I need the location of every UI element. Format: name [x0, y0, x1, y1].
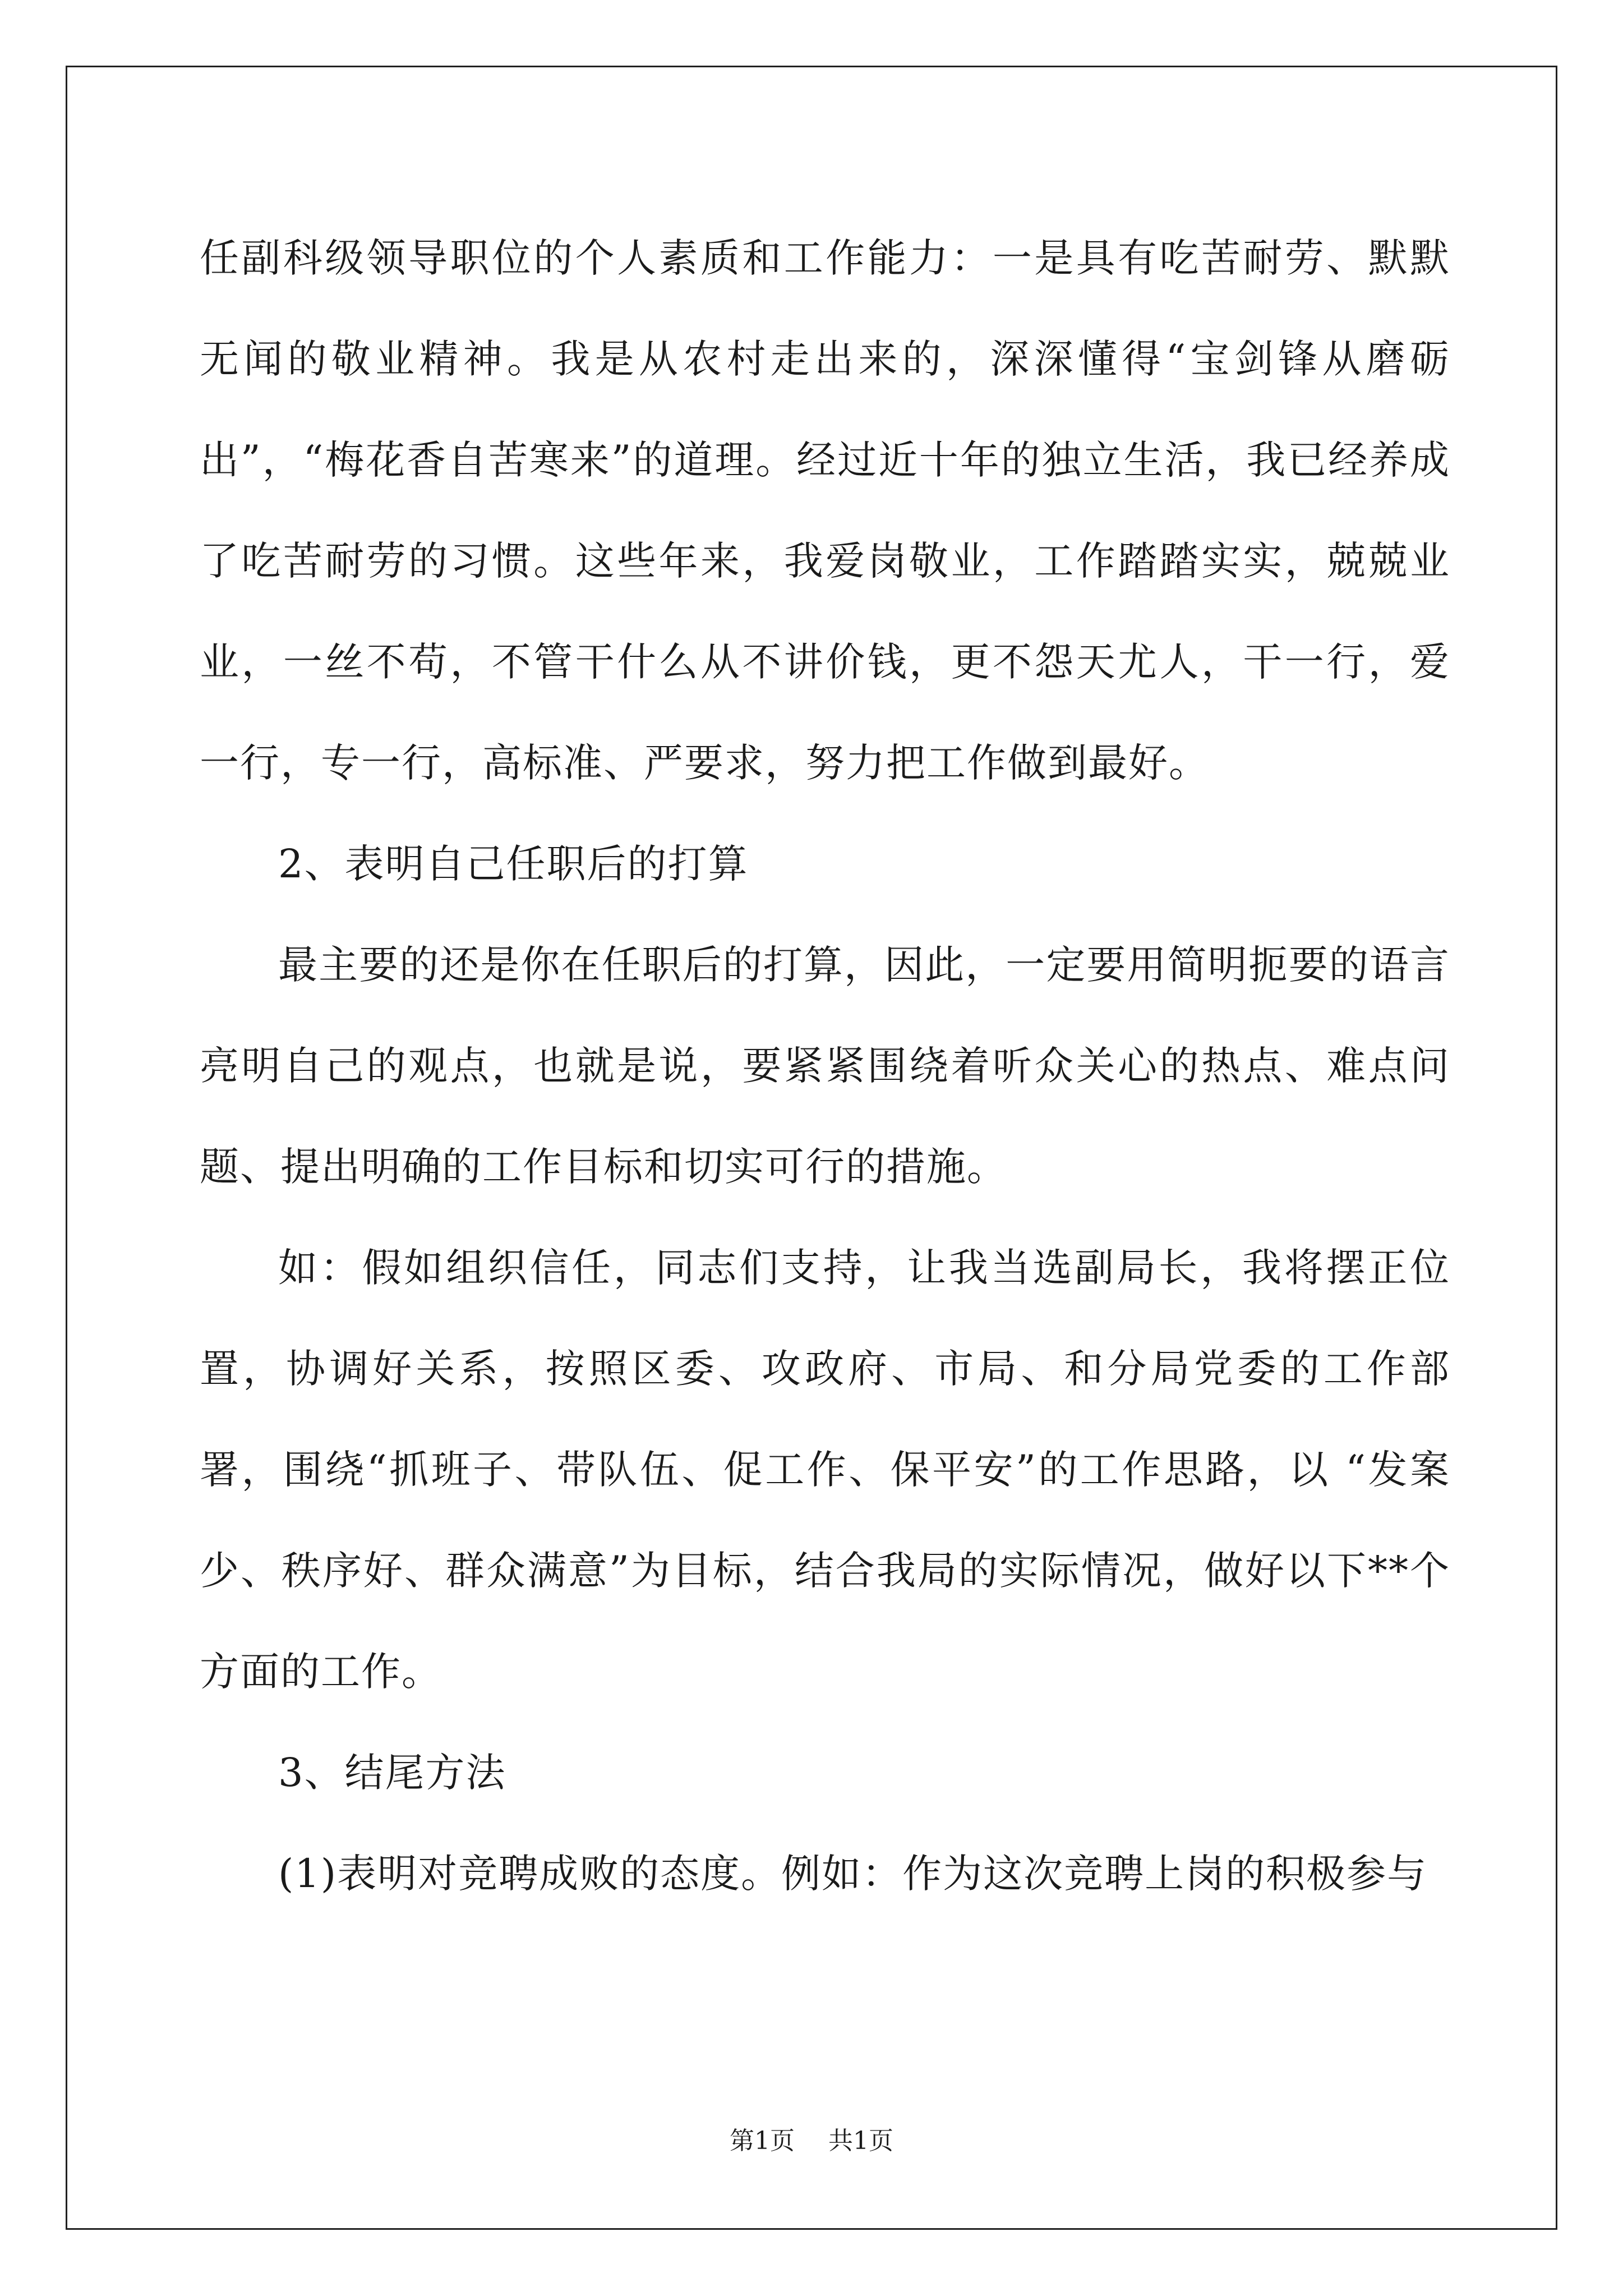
- paragraph-3: 最主要的还是你在任职后的打算，因此，一定要用简明扼要的语言亮明自己的观点，也就是说，要紧紧围绕着听众关心的热点、难点问题、提出明确的工作目标和切实可行的措施。: [200, 942, 1450, 1190]
- section-heading-2: 2、表明自己任职后的打算: [278, 841, 749, 887]
- page-footer: [0, 2120, 1623, 2156]
- section-heading-3: 3、结尾方法: [278, 1750, 506, 1796]
- page-current: 第1页: [730, 2127, 795, 2155]
- document-body: [200, 208, 1450, 1924]
- paragraph-4: 如：假如组织信任，同志们支持，让我当选副局长，我将摆正位置，协调好关系，按照区委、攻政府、市局、和分局党委的工作部署，围绕“抓班子、带队伍、促工作、保平安”的工作思路，以 “发案少、秩序好、群众满意”为目标，结合我局的实际情况，做好以下**个方面的工作。: [200, 1245, 1450, 1695]
- paragraph-1: 任副科级领导职位的个人素质和工作能力：一是具有吃苦耐劳、默默无闻的敬业精神。我是从农村走出来的，深深懂得“宝剑锋从磨砺出”，“梅花香自苦寒来”的道理。经过近十年的独立生活，我已经养成了吃苦耐劳的习惯。这些年来，我爱岗敬业，工作踏踏实实，兢兢业业，一丝不苟，不管干什么从不讲价钱，更不怨天尤人，干一行，爱一行，专一行，高标准、严要求，努力把工作做到最好。: [200, 235, 1450, 786]
- page-total: 共1页: [828, 2127, 893, 2155]
- paragraph-6: (1)表明对竞聘成败的态度。例如：作为这次竞聘上岗的积极参与: [278, 1851, 1428, 1897]
